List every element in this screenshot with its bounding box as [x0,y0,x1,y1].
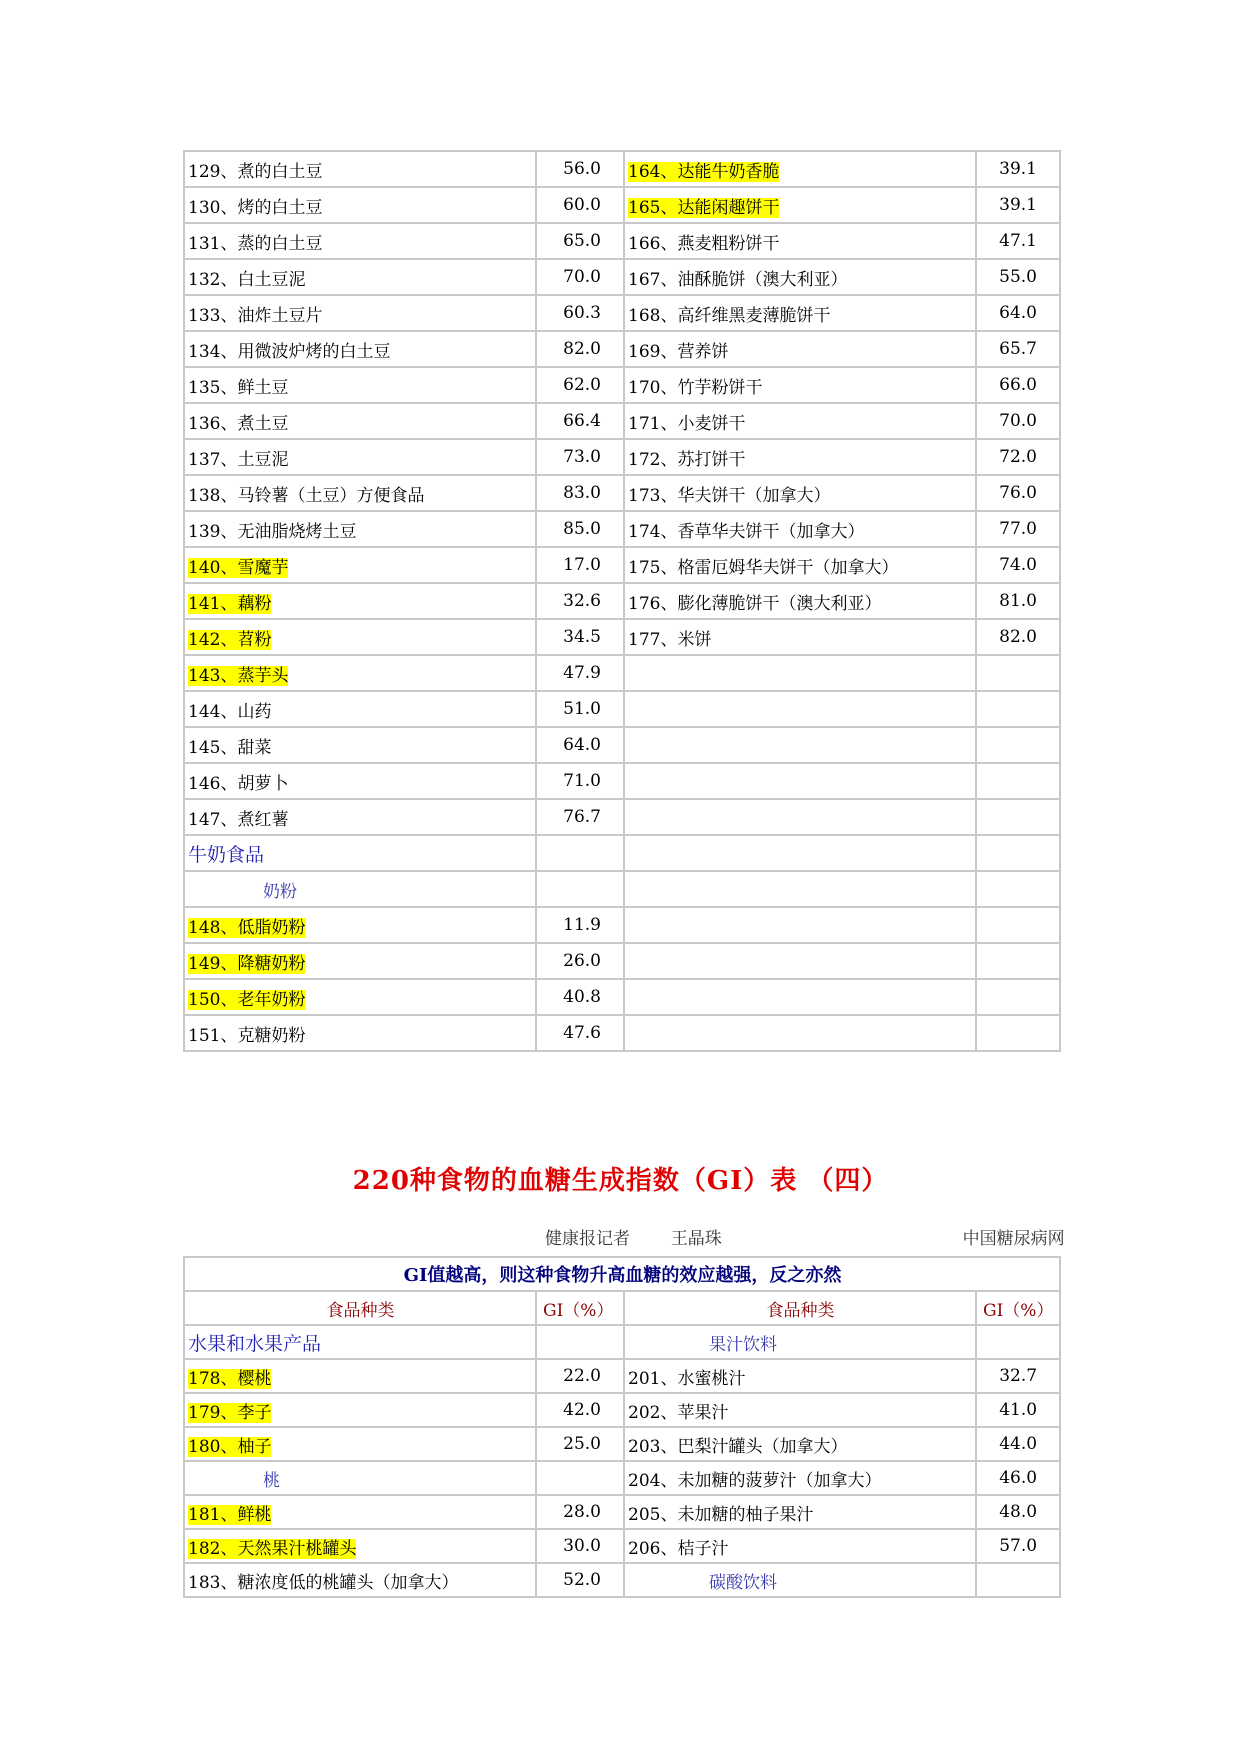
table-row [184,1529,1060,1563]
food-name [184,619,536,655]
food-label: 146、胡萝卜 [188,773,289,794]
gi-value: 65.7 [976,331,1060,367]
gi-value: 70.0 [536,259,624,295]
table-row [184,547,1060,583]
food-name [184,799,536,835]
food-name [624,439,976,475]
table-row [184,799,1060,835]
food-name [184,1393,536,1427]
food-name: 碳酸饮料 [624,1563,976,1597]
table-row [184,439,1060,475]
food-name [184,1495,536,1529]
food-name [184,403,536,439]
gi-value: 77.0 [976,511,1060,547]
food-name [184,331,536,367]
gi-value: 60.0 [536,187,624,223]
food-label: 148、低脂奶粉 [188,917,306,938]
table-row [184,1015,1060,1051]
food-name [184,943,536,979]
gi-value: 44.0 [976,1427,1060,1461]
food-name [184,547,536,583]
food-label: 141、藕粉 [188,593,272,614]
food-label: 134、用微波炉烤的白土豆 [188,341,391,362]
gi-value: 47.1 [976,223,1060,259]
table-row [184,691,1060,727]
gi-table-continued [183,150,1061,1052]
table-row [184,655,1060,691]
food-label: 138、马铃薯（土豆）方便食品 [188,485,425,506]
gi-value: 66.4 [536,403,624,439]
gi-value: 40.8 [536,979,624,1015]
food-label: 177、米饼 [628,629,712,650]
table-row [184,583,1060,619]
table-row [184,1359,1060,1393]
gi-value: 83.0 [536,475,624,511]
food-name: 201、水蜜桃汁 [624,1359,976,1393]
gi-value: 22.0 [536,1359,624,1393]
food-name [624,583,976,619]
gi-value [536,871,624,907]
gi-value [976,907,1060,943]
food-name [184,223,536,259]
food-label: 129、煮的白土豆 [188,161,323,182]
food-name [624,475,976,511]
gi-value: 76.0 [976,475,1060,511]
food-label: 164、达能牛奶香脆 [628,161,780,182]
reporter-role: 健康报记者 [545,1229,630,1249]
food-name [624,403,976,439]
food-label: 179、李子 [188,1402,272,1423]
gi-value: 39.1 [976,187,1060,223]
gi-value: 26.0 [536,943,624,979]
gi-value: 51.0 [536,691,624,727]
food-name [624,367,976,403]
gi-value [976,1563,1060,1597]
gi-value: 48.0 [976,1495,1060,1529]
food-name [184,295,536,331]
table-row [184,835,1060,871]
gi-table-continued-body [184,151,1060,1051]
food-name [184,367,536,403]
food-name [184,1359,536,1393]
food-label: 142、苕粉 [188,629,272,650]
gi-value: 32.6 [536,583,624,619]
category-row [184,1325,1060,1359]
gi-value: 57.0 [976,1529,1060,1563]
food-name [624,511,976,547]
gi-value: 82.0 [976,619,1060,655]
food-name [624,151,976,187]
gi-value [976,943,1060,979]
food-label: 132、白土豆泥 [188,269,306,290]
food-name [184,871,536,907]
food-name [624,871,976,907]
food-name [184,727,536,763]
gi-value [976,727,1060,763]
table-row [184,907,1060,943]
table-row [184,1563,1060,1597]
gi-value: 76.7 [536,799,624,835]
food-name [184,187,536,223]
gi-value: 56.0 [536,151,624,187]
food-label: 牛奶食品 [188,843,265,866]
food-name [624,835,976,871]
gi-table-part-four-body [184,1257,1060,1359]
gi-value: 41.0 [976,1393,1060,1427]
gi-value: 66.0 [976,367,1060,403]
table-row [184,943,1060,979]
food-label: 180、柚子 [188,1436,272,1457]
table-row [184,619,1060,655]
gi-value [976,799,1060,835]
gi-table-part-four [183,1256,1061,1598]
header-gi-left: GI（%） [536,1291,624,1325]
food-name: 206、桔子汁 [624,1529,976,1563]
food-label: 136、煮土豆 [188,413,289,434]
table-row [184,727,1060,763]
category-juice-gi [976,1325,1060,1359]
table-row [184,1495,1060,1529]
food-name [184,439,536,475]
food-label: 182、天然果汁桃罐头 [188,1538,357,1559]
food-name [184,511,536,547]
category-fruit: 水果和水果产品 [184,1325,536,1359]
gi-value: 39.1 [976,151,1060,187]
food-name: 204、未加糖的菠萝汁（加拿大） [624,1461,976,1495]
gi-value [976,871,1060,907]
food-name [184,151,536,187]
food-name [624,187,976,223]
food-label: 165、达能闲趣饼干 [628,197,780,218]
table-row [184,979,1060,1015]
gi-value: 28.0 [536,1495,624,1529]
food-label: 169、营养饼 [628,341,729,362]
food-label: 131、蒸的白土豆 [188,233,323,254]
gi-value: 81.0 [976,583,1060,619]
gi-value: 64.0 [536,727,624,763]
table-row [184,367,1060,403]
gi-value [536,835,624,871]
food-label: 150、老年奶粉 [188,989,306,1010]
gi-table-part-four-rows [184,1359,1060,1597]
food-name [184,1015,536,1051]
food-name [184,259,536,295]
food-label: 171、小麦饼干 [628,413,746,434]
food-name [624,763,976,799]
food-name [184,763,536,799]
page-title: 220种食物的血糖生成指数（GI）表 （四） [352,1166,889,1196]
food-name [624,331,976,367]
food-label: 175、格雷厄姆华夫饼干（加拿大） [628,557,899,578]
food-name [624,691,976,727]
food-label: 172、苏打饼干 [628,449,746,470]
food-label: 176、膨化薄脆饼干（澳大利亚） [628,593,882,614]
reporter-name: 王晶珠 [670,1229,722,1249]
header-gi-right: GI（%） [976,1291,1060,1325]
food-name [624,907,976,943]
food-label: 137、土豆泥 [188,449,289,470]
food-name: 203、巴梨汁罐头（加拿大） [624,1427,976,1461]
food-label: 139、无油脂烧烤土豆 [188,521,357,542]
food-label: 166、燕麦粗粉饼干 [628,233,780,254]
food-name: 202、苹果汁 [624,1393,976,1427]
gi-value: 25.0 [536,1427,624,1461]
gi-value: 72.0 [976,439,1060,475]
food-name [184,835,536,871]
gi-value: 73.0 [536,439,624,475]
food-name [184,1461,536,1495]
gi-value: 46.0 [976,1461,1060,1495]
food-name [624,655,976,691]
gi-value [976,835,1060,871]
food-name [624,1015,976,1051]
gi-value [976,655,1060,691]
header-food-right: 食品种类 [624,1291,976,1325]
food-label: 178、樱桃 [188,1368,272,1389]
food-name [624,547,976,583]
gi-value [976,979,1060,1015]
food-name [624,223,976,259]
gi-value: 62.0 [536,367,624,403]
gi-value: 65.0 [536,223,624,259]
gi-value: 85.0 [536,511,624,547]
table-row [184,511,1060,547]
gi-value: 82.0 [536,331,624,367]
header-row [184,1291,1060,1325]
source-name: 中国糖尿病网 [962,1229,1065,1249]
food-name [184,1563,536,1597]
gi-value: 64.0 [976,295,1060,331]
gi-value [976,691,1060,727]
food-name [624,727,976,763]
food-label: 174、香草华夫饼干（加拿大） [628,521,865,542]
food-label: 桃 [263,1470,280,1491]
gi-value: 71.0 [536,763,624,799]
food-label: 140、雪魔芋 [188,557,289,578]
byline [545,1224,1065,1249]
table-row [184,223,1060,259]
gi-value: 47.6 [536,1015,624,1051]
table-row [184,151,1060,187]
food-name [184,475,536,511]
food-label: 147、煮红薯 [188,809,289,830]
food-label: 130、烤的白土豆 [188,197,323,218]
table-row [184,475,1060,511]
table-row [184,1427,1060,1461]
food-name: 205、未加糖的柚子果汁 [624,1495,976,1529]
food-label: 145、甜菜 [188,737,272,758]
category-juice: 果汁饮料 [624,1325,976,1359]
table-row [184,259,1060,295]
table-row [184,295,1060,331]
food-name [624,979,976,1015]
food-name [624,295,976,331]
food-label: 167、油酥脆饼（澳大利亚） [628,269,848,290]
gi-value: 42.0 [536,1393,624,1427]
gi-value: 32.7 [976,1359,1060,1393]
food-label: 170、竹芋粉饼干 [628,377,763,398]
gi-value: 47.9 [536,655,624,691]
gi-value: 34.5 [536,619,624,655]
table-row [184,403,1060,439]
food-name [624,943,976,979]
food-name [184,583,536,619]
gi-value: 11.9 [536,907,624,943]
food-label: 133、油炸土豆片 [188,305,323,326]
table-row [184,871,1060,907]
banner-row [184,1257,1060,1291]
food-name [184,907,536,943]
gi-value: 17.0 [536,547,624,583]
food-label: 奶粉 [263,881,297,902]
food-name [184,1529,536,1563]
gi-explanation-banner: GI值越高，则这种食物升高血糖的效应越强，反之亦然 [184,1257,1060,1291]
gi-value: 74.0 [976,547,1060,583]
gi-value: 55.0 [976,259,1060,295]
gi-value [536,1461,624,1495]
food-label: 151、克糖奶粉 [188,1025,306,1046]
food-label: 173、华夫饼干（加拿大） [628,485,831,506]
food-label: 181、鲜桃 [188,1504,272,1525]
category-fruit-gi [536,1325,624,1359]
food-name [624,259,976,295]
food-label: 135、鲜土豆 [188,377,289,398]
header-food-left: 食品种类 [184,1291,536,1325]
food-label: 143、蒸芋头 [188,665,289,686]
food-label: 168、高纤维黑麦薄脆饼干 [628,305,831,326]
gi-value: 60.3 [536,295,624,331]
food-name [624,619,976,655]
table-row [184,763,1060,799]
table-row [184,187,1060,223]
table-row [184,1461,1060,1495]
food-label: 183、糖浓度低的桃罐头（加拿大） [188,1572,459,1593]
food-name [184,979,536,1015]
gi-value: 70.0 [976,403,1060,439]
gi-value: 52.0 [536,1563,624,1597]
table-row [184,1393,1060,1427]
food-name [184,691,536,727]
table-row [184,331,1060,367]
food-label: 144、山药 [188,701,272,722]
food-name [624,799,976,835]
food-name [184,1427,536,1461]
food-label: 149、降糖奶粉 [188,953,306,974]
food-name [184,655,536,691]
gi-value [976,763,1060,799]
gi-value: 30.0 [536,1529,624,1563]
gi-value [976,1015,1060,1051]
